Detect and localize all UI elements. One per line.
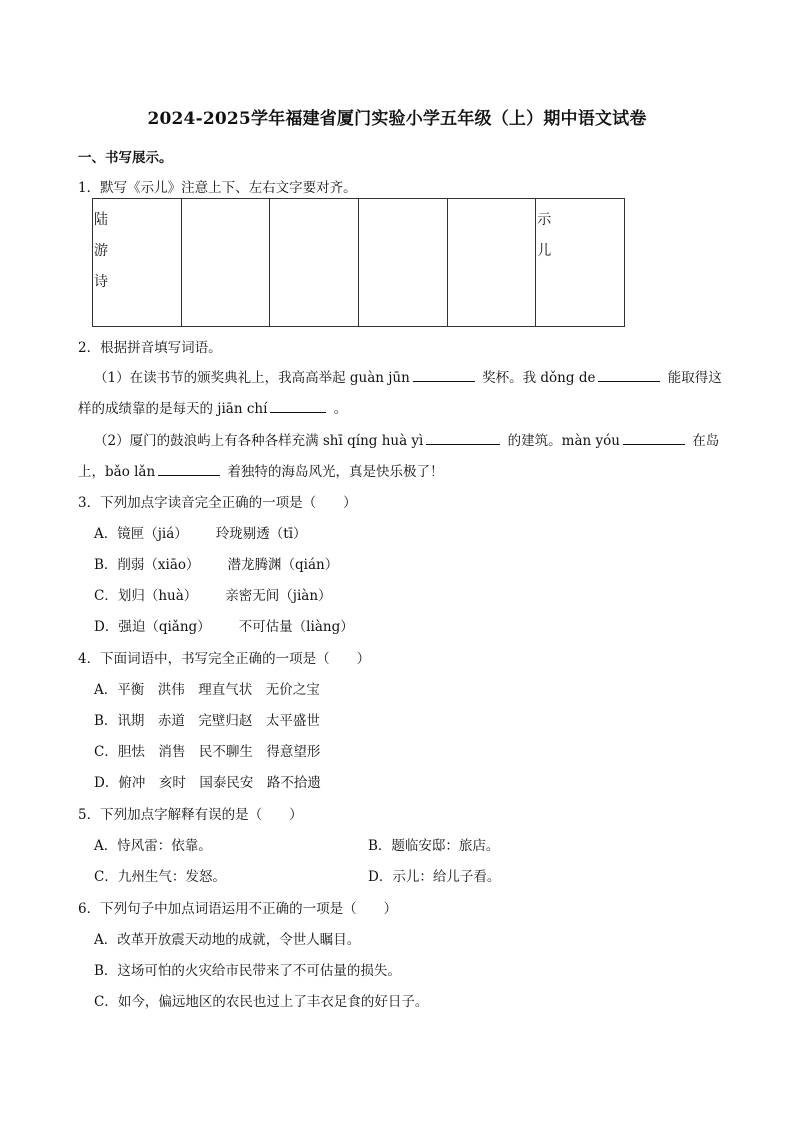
grid-cell-3[interactable] (270, 199, 359, 327)
question-3-option-a[interactable]: A．镜匣（jiá） 玲珑剔透（tī） (94, 526, 307, 542)
grid-cell-6 (536, 199, 625, 327)
poem-writing-grid (92, 198, 625, 327)
question-6-option-b[interactable]: B．这场可怕的火灾给市民带来了不可估量的损失。 (94, 963, 401, 979)
grid-char: 儿 (537, 243, 552, 259)
grid-char: 诗 (94, 274, 108, 290)
question-2-stem: 2．根据拼音填写词语。 (78, 340, 222, 356)
question-4-stem: 4．下面词语中，书写完全正确的一项是（ ） (78, 651, 371, 667)
grid-char: 游 (94, 243, 108, 259)
question-6-option-c[interactable]: C．如今，偏远地区的农民也过上了丰衣足食的好日子。 (94, 994, 429, 1010)
answer-blank[interactable] (413, 369, 475, 382)
question-2-part-2-cont: 上，bǎo lǎn 着独特的海岛风光，真是快乐极了！ (78, 464, 444, 480)
grid-cell-2[interactable] (181, 199, 270, 327)
section-heading: 一、书写展示。 (78, 150, 173, 166)
question-5-stem: 5．下列加点字解释有误的是（ ） (78, 807, 303, 823)
grid-cell-1 (93, 199, 182, 327)
question-3-option-b[interactable]: B．削弱（xiāo） 潜龙腾渊（qián） (94, 557, 339, 573)
question-6-stem: 6．下列句子中加点词语运用不正确的一项是（ ） (78, 901, 398, 917)
question-5-option-b[interactable]: B．题临安邸：旅店。 (368, 838, 500, 854)
question-5-option-c[interactable]: C．九州生气：发怒。 (94, 869, 226, 885)
question-5-option-a[interactable]: A．恃风雷：依靠。 (94, 838, 212, 854)
grid-char: 示 (537, 212, 552, 228)
question-2-part-1-cont: 样的成绩靠的是每天的 jiān chí 。 (78, 401, 348, 417)
question-3-stem: 3．下列加点字读音完全正确的一项是（ ） (78, 495, 357, 511)
answer-blank[interactable] (426, 432, 500, 445)
grid-cell-4[interactable] (358, 199, 447, 327)
question-6-option-a[interactable]: A．改革开放震天动地的成就，令世人瞩目。 (94, 932, 361, 948)
answer-blank[interactable] (270, 400, 326, 413)
question-4-option-a[interactable]: A．平衡 洪伟 理直气状 无价之宝 (94, 682, 320, 698)
question-2-part-1: （1）在读书节的颁奖典礼上，我高高举起 guàn jūn 奖杯。我 dǒng de 能取得这 (94, 370, 722, 386)
exam-title: 2024-2025学年福建省厦门实验小学五年级（上）期中语文试卷 (147, 109, 647, 129)
question-4-option-c[interactable]: C．胆怯 消售 民不聊生 得意望形 (94, 744, 321, 760)
answer-blank[interactable] (158, 463, 220, 476)
answer-blank[interactable] (598, 369, 660, 382)
answer-blank[interactable] (623, 432, 685, 445)
question-3-option-d[interactable]: D．强迫（qiǎng） 不可估量（liàng） (94, 619, 354, 635)
question-2-part-2: （2）厦门的鼓浪屿上有各种各样充满 shī qíng huà yì 的建筑。màn yóu 在岛 (94, 433, 720, 449)
question-4-option-d[interactable]: D．俯冲 亥时 国泰民安 路不拾遗 (94, 775, 321, 791)
grid-char: 陆 (94, 212, 108, 228)
question-5-option-d[interactable]: D．示儿：给儿子看。 (368, 869, 501, 885)
question-3-option-c[interactable]: C．划归（huà） 亲密无间（jiàn） (94, 588, 332, 604)
grid-cell-5[interactable] (447, 199, 536, 327)
question-1-stem: 1．默写《示儿》注意上下、左右文字要对齐。 (78, 180, 357, 196)
question-4-option-b[interactable]: B．讯期 赤道 完壁归赵 太平盛世 (94, 713, 320, 729)
